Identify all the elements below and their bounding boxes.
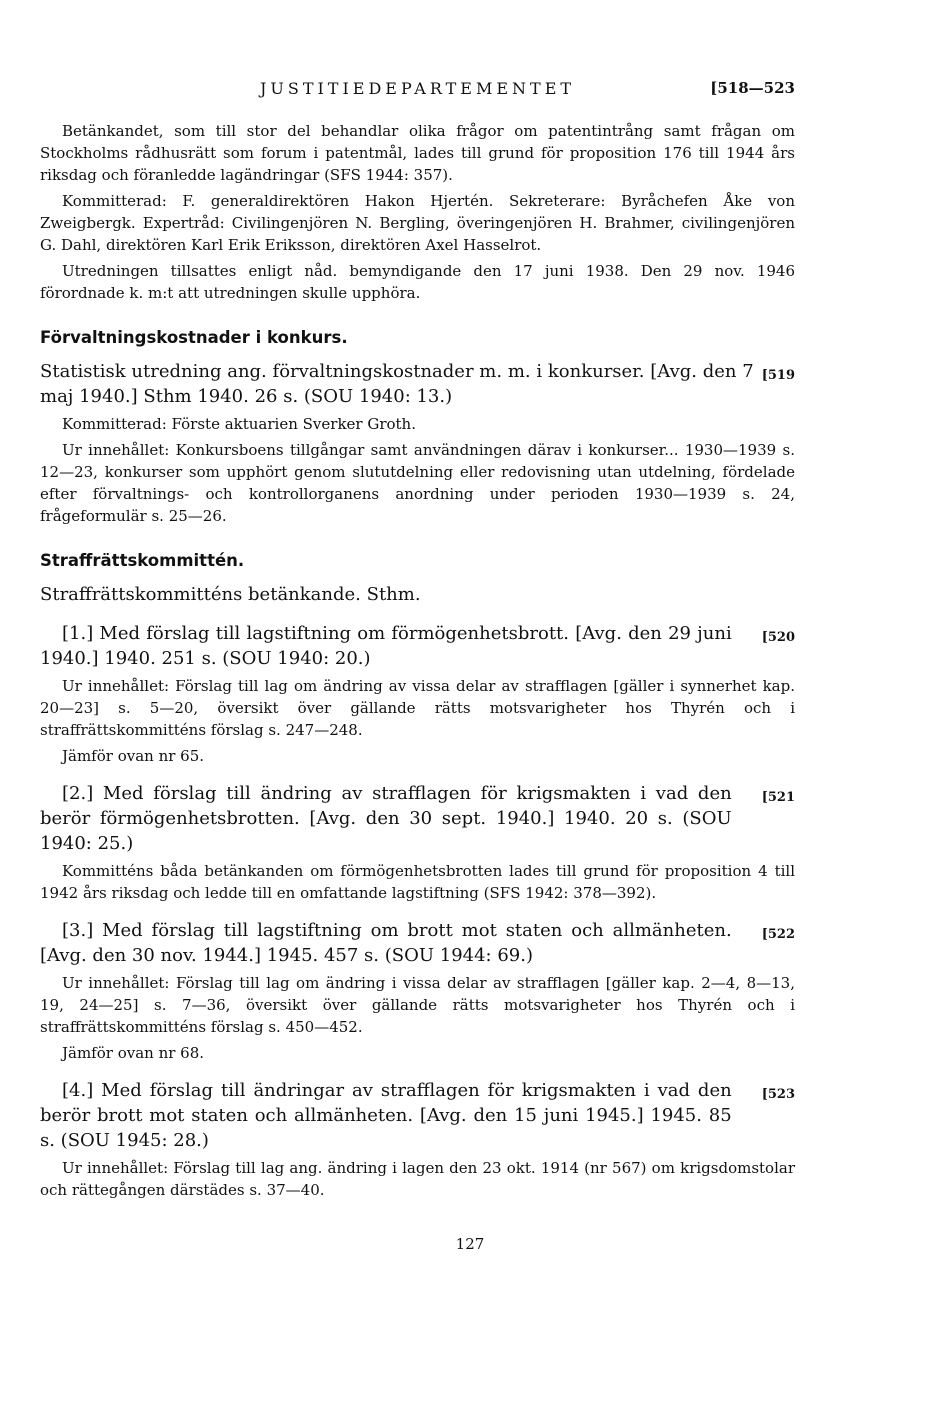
entry-title-1 [40,621,795,671]
entry-title-text: [2.] Med förslag till ändring av strafflagen för krigsmakten i vad den berör förmögenhetsbrotten. [Avg. den 30 sept. 1940.] 1940. 20 s. (SOU 1940: 25.) [40,783,732,854]
entry-title-text: [4.] Med förslag till ändringar av strafflagen för krigsmakten i vad den berör brott mot staten och allmänheten. [Avg. den 15 juni 1945.] 1945. 85 s. (SOU 1945: 28.) [40,1080,732,1151]
entry-marker: [523 [761,1087,795,1102]
entry-note: Ur innehållet: Förslag till lag om ändring av vissa delar av strafflagen [gäller i synnerhet kap. 20—23] s. 5—20, översikt över gällande rätts motsvarigheter hos Thyrén och i straffrättskommitténs förslag s. 247—248. [40,677,795,739]
entry-title-4 [40,1078,795,1153]
intro-paragraph-3: Utredningen tillsattes enligt nåd. bemyndigande den 17 juni 1938. Den 29 nov. 1946 förordnade k. m:t att utredningen skulle upphöra. [40,262,795,302]
page-number: 127 [455,1235,485,1253]
intro-paragraph-2: Kommitterad: F. generaldirektören Hakon Hjertén. Sekreterare: Byråchefen Åke von Zweigbergk. Expertråd: Civilingenjören N. Bergling, överingenjören H. Brahmer, civilingenjören G. Dahl, direktören Karl Erik Eriksson, direktören Axel Hasselrot. [40,192,795,254]
entry-note: Kommitténs båda betänkanden om förmögenhetsbrotten lades till grund för proposition 4 till 1942 års riksdag och ledde till en omfattande lagstiftning (SFS 1942: 378—392). [40,862,795,902]
entry-note: Ur innehållet: Förslag till lag ang. ändring i lagen den 23 okt. 1914 (nr 567) om krigsdomstolar och rättegången därstädes s. 37—40. [40,1159,795,1199]
page-body [40,120,795,1201]
running-title: JUSTITIEDEPARTEMENTET [259,79,576,98]
entry-committee: Kommitterad: Förste aktuarien Sverker Groth. [62,415,416,433]
entry-note: Jämför ovan nr 65. [62,747,205,765]
entry-contents: Ur innehållet: Konkursboens tillgångar samt användningen därav i konkurser... 1930—1939 s. 12—23, konkurser som upphört genom slututdelning eller redovisning utan utdelning, fördelade efter förvaltnings- och kontrollorganens anordning under perioden 1930—1939 s. 24, frågeformulär s. 25—26. [40,441,795,525]
section-heading-straffrattskommitten: Straffrättskommittén. [40,551,245,570]
entry-marker: [522 [761,927,795,942]
page-range: [518—523 [710,79,795,97]
entry-note: Ur innehållet: Förslag till lag om ändring i vissa delar av strafflagen [gäller kap. 2—4, 8—13, 19, 24—25] s. 7—36, översikt över gällande rätts motsvarigheter hos Thyrén och i straffrättskommitténs förslag s. 450—452. [40,974,795,1036]
entry-title-text: [1.] Med förslag till lagstiftning om förmögenhetsbrott. [Avg. den 29 juni 1940.] 1940. 251 s. (SOU 1940: 20.) [40,623,732,669]
entry-title-2 [40,781,795,856]
page-header [40,79,795,103]
entry-note: Jämför ovan nr 68. [62,1044,205,1062]
entry-marker: [521 [761,790,795,805]
entry-title-text: Statistisk utredning ang. förvaltningskostnader m. m. i konkurser. [Avg. den 7 maj 1940.] Sthm 1940. 26 s. (SOU 1940: 13.) [40,361,754,407]
entry-marker: [520 [761,630,795,645]
entry-title-statistisk-utredning [40,359,795,409]
series-title: Straffrättskommitténs betänkande. Sthm. [40,584,421,605]
entry-marker: [519 [761,368,795,383]
section-heading-forvaltningskostnader: Förvaltningskostnader i konkurs. [40,328,348,347]
entry-title-text: [3.] Med förslag till lagstiftning om brott mot staten och allmänheten. [Avg. den 30 nov. 1944.] 1945. 457 s. (SOU 1944: 69.) [40,920,732,966]
entry-title-3 [40,918,795,968]
intro-paragraph-1: Betänkandet, som till stor del behandlar olika frågor om patentintrång samt frågan om Stockholms rådhusrätt som forum i patentmål, lades till grund för proposition 176 till 1944 års riksdag och föranledde lagändringar (SFS 1944: 357). [40,122,795,184]
